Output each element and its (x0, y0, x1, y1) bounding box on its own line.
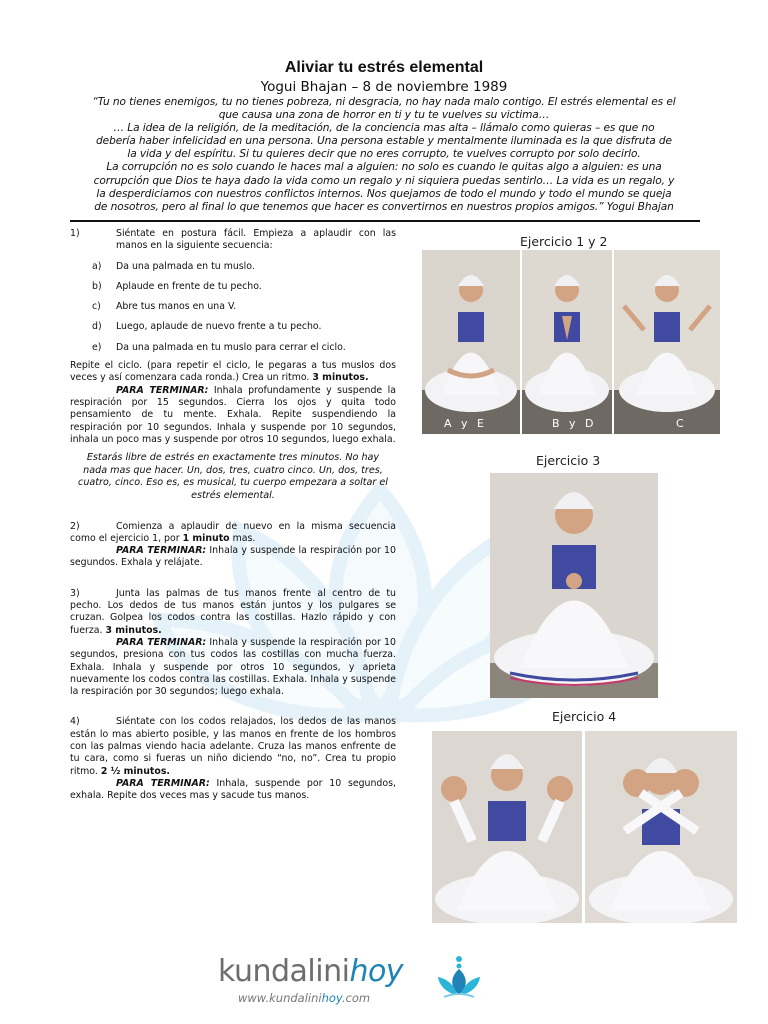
quote-line: la desperdiciamos con nuestros conflictos internos. Nos quejamos de todo el mundo y todo el mundo se queja (96, 187, 672, 200)
photo-pose-b-d (522, 250, 612, 434)
step-letter: e) (92, 341, 102, 353)
finish-text: Inhala y suspende la respiración por 10 segundos, presiona con tus codos las costillas con mucha fuerza. Exhala. Inhala y suspende por otros 10 segundos, y aprieta nuevamente los codos contra las costillas. Exhala. Inhala y suspende la respiración por 30 segundos; luego exhala. (70, 636, 396, 698)
logo-url (238, 991, 370, 1005)
finish-label: PARA TERMINAR: (116, 384, 209, 396)
exercise-number: 1) (70, 228, 80, 239)
step-letter: d) (92, 321, 102, 333)
quote-line: de nosotros, pero al final lo que tenemos que hacer es convertirnos en nuestros propios amigos.” Yogui Bhajan (94, 200, 674, 213)
quote-line: corrupción que Dios te haya dado la vida como un regalo y ni siquiera puedas sentirlo… La vida es un regalo, y (93, 174, 675, 187)
logo-text-main: kundalini (218, 954, 350, 989)
logo-text-accent: hoy (349, 954, 404, 989)
exercise-text: Siéntate con los codos relajados, los dedos de las manos están lo mas abierto posible, y las manos en frente de los hombros con las palmas viendo hacia adelante. Cruza las manos enfrente de tu cara, como si fueras un niño diciendo “no, no”. Crea tu propio ritmo. (70, 716, 396, 777)
finish-label: PARA TERMINAR: (116, 777, 210, 789)
lotus-logo-icon (436, 955, 482, 999)
photo-pose-c (614, 250, 720, 434)
finish-text: Inhala y suspende la respiración por 10 segundos. Exhala y relájate. (70, 545, 396, 569)
url-part: www.kundalini (238, 991, 322, 1005)
exercise-number: 3) (70, 587, 80, 599)
exercise-1-intro (70, 228, 396, 253)
document-subtitle: Yogui Bhajan – 8 de noviembre 1989 (260, 79, 508, 95)
duration: 3 minutos. (105, 624, 162, 636)
pose-label: B y D (552, 417, 597, 430)
exercise-repeat (70, 360, 396, 385)
photo-pose-a-e (422, 250, 520, 434)
exercise-4 (70, 716, 396, 802)
url-accent: hoy (321, 991, 342, 1005)
step-item (92, 342, 396, 354)
step-text: Abre tus manos en una V. (116, 301, 237, 313)
exercise-text: Junta las palmas de tus manos frente al centro de tu pecho. Los dedos de tus manos están juntos y los pulgares se cruzan. Golpea los codos contra las costillas. Hazlo rápido y con fuerza. (70, 587, 396, 636)
exercise-text-end: mas. (232, 532, 256, 544)
step-item (92, 321, 396, 333)
pose-label: A y E (444, 417, 487, 430)
duration: 2 ½ minutos. (100, 765, 170, 777)
quote-line: la vida y del espíritu. Si tu quieres decir que no eres corrupto, te vuelves corrupto por solo decirlo. (127, 148, 641, 161)
caption-exercise-4: Ejercicio 4 (552, 709, 617, 724)
step-item (92, 301, 396, 313)
quote-line: … La idea de la religión, de la meditación, de la conciencia mas alta – llámalo como quieras – es que no (113, 122, 655, 135)
logo-wordmark (218, 955, 403, 989)
step-item (92, 281, 396, 293)
exercise-number: 4) (70, 716, 80, 728)
document-title: Aliviar tu estrés elemental (284, 59, 484, 76)
exercise-2 (70, 521, 396, 570)
finish-label: PARA TERMINAR: (116, 545, 207, 557)
exercise-text: Siéntate en postura fácil. Empieza a aplaudir con las manos en la siguiente secuencia: (116, 228, 396, 252)
quote-block (68, 96, 700, 214)
step-text: Da una palmada en tu muslo para cerrar el ciclo. (116, 341, 346, 353)
kundalinihoy-logo (218, 955, 498, 1011)
step-text: Da una palmada en tu muslo. (116, 260, 255, 272)
photo-exercise-4-open (432, 731, 582, 923)
header-divider (70, 220, 700, 222)
finish-text: Inhala, suspende por 10 segundos, exhala. Repite dos veces mas y sacude tus manos. (70, 777, 396, 802)
step-letter: a) (92, 260, 102, 272)
quote-line: debería haber infelicidad en una persona. Una persona estable y mentalmente iluminada es la que disfruta de (96, 135, 672, 148)
finish-label: PARA TERMINAR: (116, 636, 207, 648)
step-text: Aplaude en frente de tu pecho. (116, 280, 262, 292)
photo-exercise-4-crossed (585, 731, 737, 923)
duration: 3 minutos. (312, 372, 369, 384)
pose-label: C (676, 417, 687, 430)
document-header (68, 58, 700, 214)
exercise-3 (70, 588, 396, 699)
step-letter: c) (92, 301, 101, 313)
quote-line: “Tu no tienes enemigos, tu no tienes pobreza, ni desgracia, no hay nada malo contigo. El estrés elemental es el (92, 96, 676, 108)
exercise-number: 2) (70, 520, 80, 532)
finish-instructions (70, 385, 396, 446)
instructions-column (70, 228, 396, 802)
exercise-text: Comienza a aplaudir de nuevo en la misma secuencia como el ejercicio 1, por (70, 520, 396, 544)
url-part: .com (341, 991, 371, 1005)
quote-line: La corrupción no es solo cuando le haces mal a alguien: no solo es cuando le quitas algo a alguien: es una (106, 161, 662, 174)
repeat-text: Repite el ciclo. (para repetir el ciclo, le pegaras a tus muslos dos veces y así comenzara cada ronda.) Crea un ritmo. (70, 360, 396, 384)
exercise-note: Estarás libre de estrés en exactamente tres minutos. No hay nada mas que hacer. Un, dos, tres, cuatro cinco. Un, dos, tres, cuatro, cinco. Eso es, es musical, tu cuerpo empezara a soltar el estrés elemental. (78, 452, 388, 501)
caption-exercise-1-2: Ejercicio 1 y 2 (520, 234, 608, 249)
photo-exercise-3 (490, 473, 658, 698)
quote-line: que causa una zona de horror en ti y tu te vuelves su victima… (218, 109, 550, 122)
finish-text: Inhala profundamente y suspende la respiración por 15 segundos. Cierra los ojos y quita todo pensamiento de tu mente. Exhala. Repite suspendiendo la respiración por 10 segundos. Inhala y suspende por 10 segundos, inhala un poco mas y suspende por otros 10 segundos, luego exhala. (70, 384, 396, 445)
step-text: Luego, aplaude de nuevo frente a tu pecho. (116, 321, 322, 333)
caption-exercise-3: Ejercicio 3 (536, 453, 601, 468)
duration: 1 minuto (182, 532, 230, 544)
step-letter: b) (92, 280, 102, 292)
step-item (92, 261, 396, 273)
